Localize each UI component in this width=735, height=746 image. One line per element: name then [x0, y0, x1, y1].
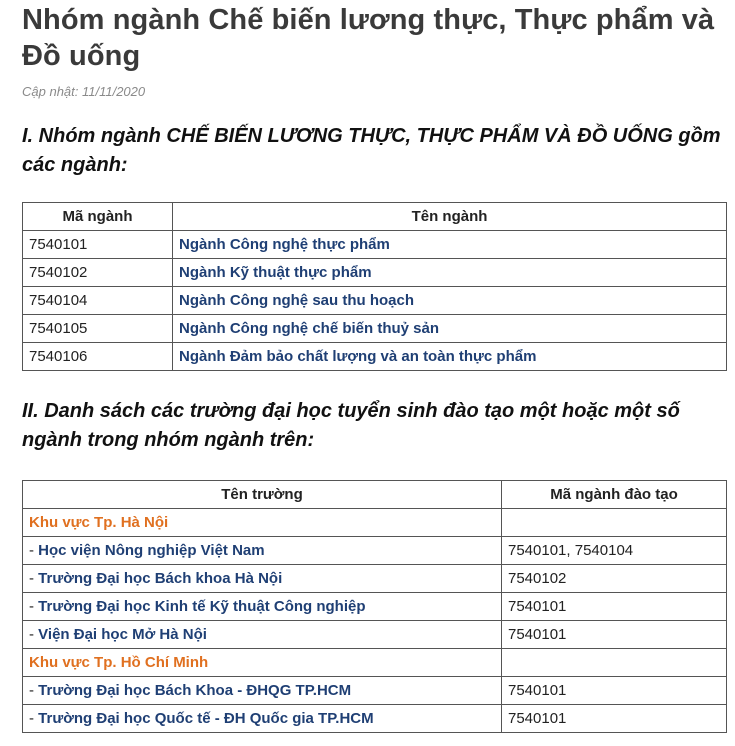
table-row	[23, 343, 727, 371]
region-label: Khu vực Tp. Hà Nội	[29, 514, 169, 531]
school-link[interactable]: Viện Đại học Mở Hà Nội	[38, 626, 207, 643]
region-label: Khu vực Tp. Hồ Chí Minh	[29, 654, 209, 671]
school-codes: 7540102	[502, 565, 727, 593]
school-codes: 7540101	[502, 705, 727, 733]
section-1-heading: I. Nhóm ngành CHẾ BIẾN LƯƠNG THỰC, THỰC PHẨM VÀ ĐỒ UỐNG gồm các ngành:	[22, 125, 721, 176]
section-2-heading: II. Danh sách các trường đại học tuyển sinh đào tạo một hoặc một số ngành trong nhóm ngành trên:	[22, 400, 680, 451]
header-name: Tên ngành	[173, 203, 727, 231]
school-link[interactable]: Trường Đại học Bách khoa Hà Nội	[38, 570, 283, 587]
school-codes: 7540101	[502, 621, 727, 649]
school-link[interactable]: Trường Đại học Quốc tế - ĐH Quốc gia TP.HCM	[38, 710, 374, 727]
school-link[interactable]: Trường Đại học Kinh tế Kỹ thuật Công nghiệp	[38, 598, 366, 615]
updated-date: Cập nhật: 11/11/2020	[22, 84, 146, 99]
major-link[interactable]: Ngành Công nghệ sau thu hoạch	[179, 292, 414, 309]
major-code: 7540102	[23, 259, 173, 287]
major-code: 7540105	[23, 315, 173, 343]
majors-table	[22, 202, 727, 371]
table-row: - Trường Đại học Kinh tế Kỹ thuật Công nghiệp 7540101	[23, 593, 727, 621]
table-row: - Trường Đại học Quốc tế - ĐH Quốc gia TP.HCM 7540101	[23, 705, 727, 733]
article	[22, 0, 727, 733]
table-row: - Học viện Nông nghiệp Việt Nam 7540101, 7540104	[23, 537, 727, 565]
major-link[interactable]: Ngành Công nghệ chế biến thuỷ sản	[179, 320, 440, 337]
table-row: - Trường Đại học Bách khoa Hà Nội 7540102	[23, 565, 727, 593]
table-row: - Trường Đại học Bách Khoa - ĐHQG TP.HCM 7540101	[23, 677, 727, 705]
header-code: Mã ngành	[23, 203, 173, 231]
major-link[interactable]: Ngành Kỹ thuật thực phẩm	[179, 264, 372, 281]
region-row	[23, 509, 727, 537]
region-row	[23, 649, 727, 677]
major-code: 7540106	[23, 343, 173, 371]
page-title: Nhóm ngành Chế biến lương thực, Thực phẩm và Đồ uống	[22, 4, 715, 72]
major-link[interactable]: Ngành Công nghệ thực phẩm	[179, 236, 390, 253]
school-link[interactable]: Trường Đại học Bách Khoa - ĐHQG TP.HCM	[38, 682, 352, 699]
table-row	[23, 287, 727, 315]
table-row	[23, 259, 727, 287]
school-codes: 7540101, 7540104	[502, 537, 727, 565]
header-school: Tên trường	[23, 481, 502, 509]
major-link[interactable]: Ngành Đảm bảo chất lượng và an toàn thực phẩm	[179, 348, 537, 365]
table-row	[23, 231, 727, 259]
major-code: 7540104	[23, 287, 173, 315]
schools-table-header	[23, 481, 727, 509]
table-row: - Viện Đại học Mở Hà Nội 7540101	[23, 621, 727, 649]
header-codes: Mã ngành đào tạo	[502, 481, 727, 509]
table-row	[23, 315, 727, 343]
school-link[interactable]: Học viện Nông nghiệp Việt Nam	[38, 542, 265, 559]
schools-table	[22, 480, 727, 733]
school-codes: 7540101	[502, 593, 727, 621]
major-code: 7540101	[23, 231, 173, 259]
school-codes: 7540101	[502, 677, 727, 705]
majors-table-header	[23, 203, 727, 231]
